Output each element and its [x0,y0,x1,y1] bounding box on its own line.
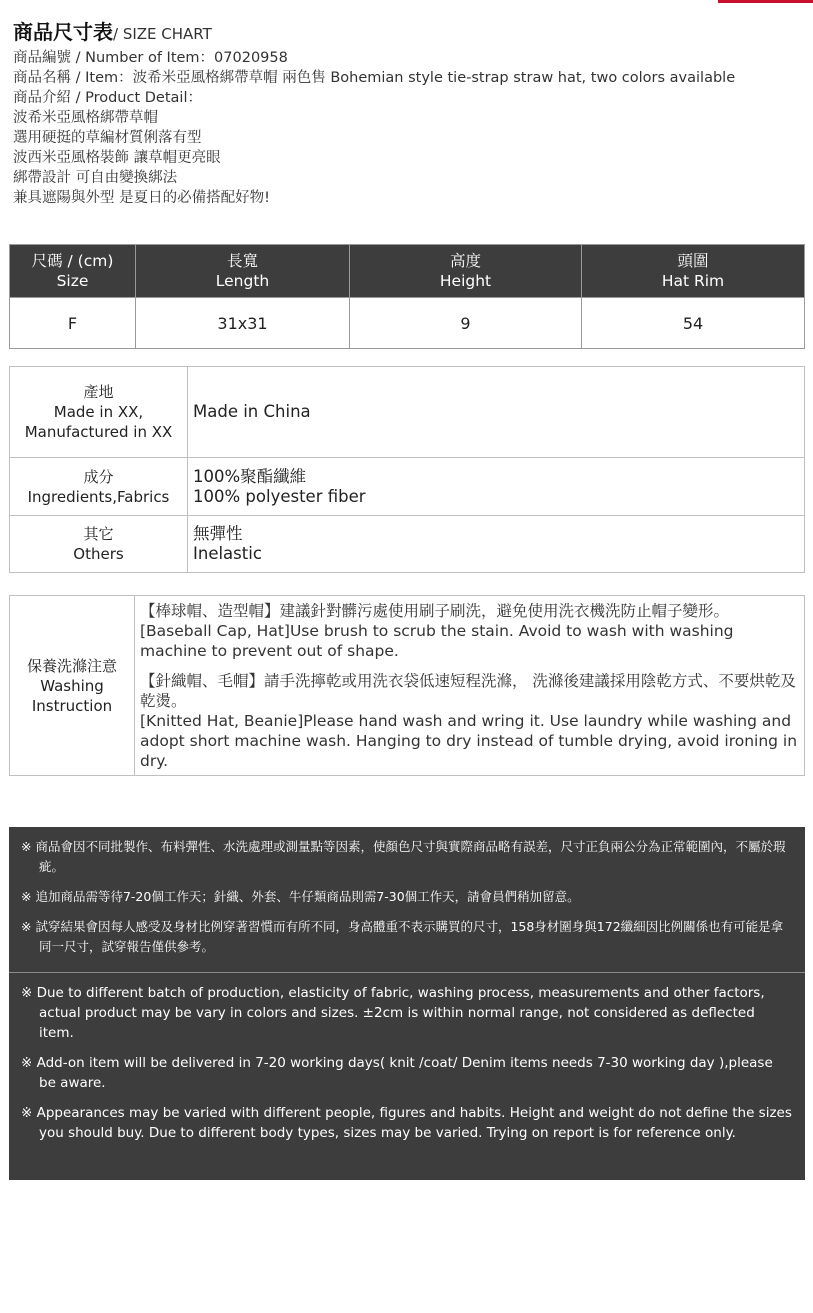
others-label-en: Others [73,545,124,563]
detail-line: 兼具遮陽與外型 是夏日的必備搭配好物! [13,190,270,206]
origin-label-cn: 產地 [83,383,114,401]
notice-cn-item: ※ 商品會因不同批製作、布料彈性、水洗處理或測量點等因素，使顏色尺寸與實際商品略有誤差，尺寸正負兩公分為正常範圍內，不屬於瑕疵。 [21,839,786,874]
fabric-value-en: 100% polyester fiber [193,486,366,506]
product-header [13,18,803,208]
washing-row [10,596,805,776]
header-cn: 高度 [449,252,481,270]
size-chart-table [9,244,805,349]
origin-label [10,367,188,458]
title-en: / SIZE CHART [113,25,212,43]
header-cn: 頭圍 [677,252,709,270]
product-info [13,48,803,208]
header-en: Hat Rim [661,272,725,290]
notice-en-section [9,973,805,1143]
fabric-label [10,458,188,516]
origin-label-en: Made in XX, Manufactured in XX [24,403,173,441]
origin-row [10,367,805,458]
others-value-cn: 無彈性 [193,524,243,543]
header-en: Length [215,272,270,290]
size-header-cell [10,245,136,298]
others-label [10,516,188,573]
knit-instruction-en: [Knitted Hat, Beanie]Please hand wash and wring it. Use laundry while washing and adopt short machine wash. Hanging to dry instead of tumble drying, avoid ironing in dry. [140,712,798,770]
knit-instruction-cn: 【針織帽、毛帽】請手洗擰乾或用洗衣袋低速短程洗滌， 洗滌後建議採用陰乾方式、不要烘乾及乾燙。 [140,672,796,710]
size-header-row [10,245,805,298]
detail-label: 商品介紹 / Product Detail： [13,90,202,106]
item-name: 商品名稱 / Item：波希米亞風格綁帶草帽 兩色售 Bohemian style tie-strap straw hat, two colors available [13,70,736,86]
size-value: F [10,298,136,349]
others-label-cn: 其它 [83,525,114,543]
header-en: Height [439,272,492,290]
notice-box [9,827,805,1180]
fabric-label-cn: 成分 [83,467,114,486]
product-details-table [9,366,805,573]
item-number: 商品編號 / Number of Item：07020958 [13,50,288,66]
length-value: 31x31 [136,298,350,349]
title-cn: 商品尺寸表 [13,20,113,44]
top-accent-bar [718,0,813,3]
fabric-value-cn: 100%聚酯纖維 [193,466,307,486]
washing-value [135,596,805,776]
origin-value: Made in China [188,367,805,458]
washing-label [10,596,135,776]
cap-instruction-cn: 【棒球帽、造型帽】建議針對髒污處使用刷子刷洗，避免使用洗衣機洗防止帽子變形。 [140,602,730,620]
others-value [188,516,805,573]
cap-instruction-en: [Baseball Cap, Hat]Use brush to scrub the stain. Avoid to wash with washing machine to prevent out of shape. [140,622,734,660]
detail-line: 波西米亞風格裝飾 讓草帽更亮眼 [13,150,221,166]
notice-cn-item: ※ 追加商品需等待7-20個工作天；針織、外套、牛仔類商品則需7-30個工作天，請會員們稍加留意。 [21,889,580,904]
detail-line: 綁帶設計 可自由變換綁法 [13,170,178,186]
detail-line: 波希米亞風格綁帶草帽 [13,110,158,126]
page-title [13,18,803,48]
detail-line: 選用硬挺的草編材質俐落有型 [13,130,202,146]
height-header-cell [350,245,582,298]
fabric-label-en: Ingredients,Fabrics [27,487,170,506]
header-en: Size [56,272,89,290]
washing-label-en: Washing Instruction [31,676,113,715]
hatrim-value: 54 [582,298,805,349]
length-header-cell [136,245,350,298]
fabric-value [188,458,805,516]
washing-instruction-table [9,595,805,776]
hatrim-header-cell [582,245,805,298]
washing-label-cn: 保養洗滌注意 [26,656,117,675]
notice-en-item: ※ Due to different batch of production, elasticity of fabric, washing process, measurements and other factors, actual product may be vary in colors and sizes. ±2cm is within normal range, not considered as deflected item. [21,985,765,1041]
height-value: 9 [350,298,582,349]
header-cn: 長寬 [226,252,258,270]
header-cn: 尺碼 / (cm) [31,252,114,270]
notice-cn-item: ※ 試穿結果會因每人感受及身材比例穿著習慣而有所不同，身高體重不表示購買的尺寸，158身材圍身與172纖細因比例關係也有可能是拿同一尺寸，試穿報告僅供參考。 [21,919,784,954]
others-row [10,516,805,573]
notice-cn-section [9,827,805,973]
size-data-row [10,298,805,349]
others-value-en: Inelastic [193,544,262,563]
fabric-row [10,458,805,516]
notice-en-item: ※ Appearances may be varied with different people, figures and habits. Height and weight do not define the sizes you should buy. Due to different body types, sizes may be varied. Trying on report is for reference only. [21,1105,792,1141]
notice-en-item: ※ Add-on item will be delivered in 7-20 working days( knit /coat/ Denim items needs 7-30 working day ),please be aware. [21,1055,773,1091]
